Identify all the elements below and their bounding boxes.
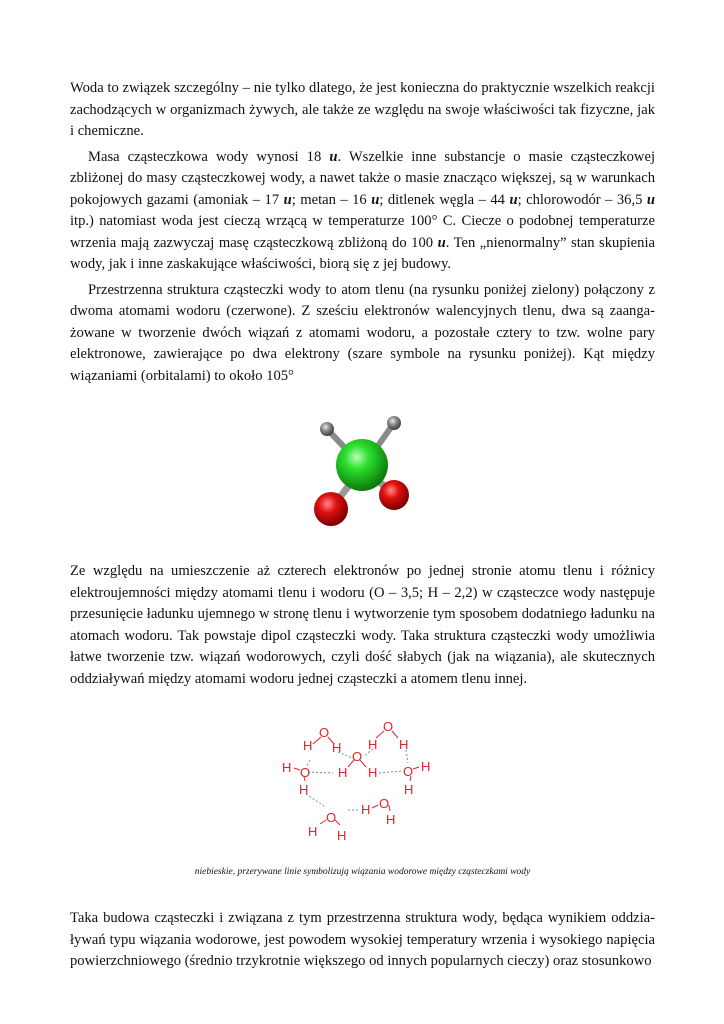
oxygen-atom-sphere (336, 439, 388, 491)
hydrogen-label: H (398, 737, 408, 752)
hydrogen-label: H (336, 828, 346, 843)
hydrogen-label: H (302, 738, 312, 753)
unit-u: u (329, 148, 338, 165)
hydrogen-label: H (307, 824, 317, 839)
oxygen-label: O (325, 810, 336, 825)
hydrogen-label: H (403, 782, 413, 797)
hydrogen-label: H (281, 760, 291, 775)
hydrogen-label: H (331, 740, 341, 755)
lone-pair-sphere (387, 416, 401, 430)
hydrogen-label: H (337, 765, 347, 780)
oxygen-label: O (351, 749, 362, 764)
oxygen-label: O (299, 765, 310, 780)
hydrogen-label: H (360, 802, 370, 817)
paragraph-dipole: Ze względu na umieszczenie aż czterech elektronów po jednej stronie atomu tlenu i różnicy elektroujemności między atomami tlenu i wodoru (O – 3,5; H – 2,2) w cząsteczce wody następuje przesunięcie ładunku ujemnego w stronę tlenu i wytworzenie tym sposobem dodatniego ładunku na atomach wodoru. Tak powstaje dipol cząsteczki wody. Taka struktura cząsteczki wody umożliwia łatwe tworzenie tzw. wiązań wodorowych, czyli dość słabych (jak na wiązania), ale skutecznych oddziaływań między atomami wodoru jednej cząsteczki a atomem tlenu innej. (70, 563, 655, 687)
paragraph-spatial-structure: Przestrzenna struktura cząsteczki wody to atom tlenu (na rysunku poniżej zielony) połączony z dwoma atomami wodoru (czerwone). Z sześciu elektronów walencyjnych tlenu, dwa są zaangażowane w tworzenie dwóch wiązań z atomami wodoru, a pozostałe cztery to tzw. wolne pary elektronowe, zawierające po dwa elektrony (szare symbole na rysunku poniżej). Kąt między wiązaniami (orbitalami) to około 105° (70, 281, 655, 384)
paragraph-molecular-mass: Masa cząsteczkowa wody wynosi 18 u. Wszelkie inne substancje o masie cząsteczkowej zbliżonej do masy cząsteczkowej wody, a nawet także o masie znacząco większej, są w warunkach pokojowych gazami (amoniak – 17 u; metan – 16 u; ditlenek węgla – 44 u; chlorowodór – 36,5 u itp.) natomiast woda jest cieczą wrzącą w temperaturze 100° C. Ciecze o podobnej temperaturze wrzenia mają zazwyczaj masę cząsteczkową zbliżoną do 100 u. Ten „nienormalny” stan skupienia wody, jak i inne zaskakujące właściwości, biorą się z jej budowy. (70, 148, 656, 272)
hydrogen-atom-sphere (314, 492, 348, 526)
hydrogen-bond-network-diagram (278, 714, 448, 844)
lone-pair-sphere (320, 422, 334, 436)
unit-u: u (371, 191, 380, 208)
hydrogen-label: H (367, 737, 377, 752)
oxygen-label: O (378, 796, 389, 811)
hydrogen-label: H (367, 765, 377, 780)
unit-u: u (283, 191, 292, 208)
unit-u: u (509, 191, 518, 208)
unit-u: u (437, 234, 446, 251)
oxygen-label: O (402, 764, 413, 779)
hydrogen-atom-sphere (379, 480, 409, 510)
paragraph-consequences: Taka budowa cząsteczki i związana z tym przestrzenna struktura wody, będąca wynikiem oddziaływań typu wiązania wodorowe, jest powodem wysokiej temperatury wrzenia i wysokiego napięcia powierzchniowego (średnio trzykrotnie większego od innych popularnych cieczy) oraz stosunkowo (70, 910, 655, 969)
oxygen-label: O (318, 725, 329, 740)
water-molecule-3d-model (303, 409, 423, 539)
unit-u: u (646, 191, 656, 208)
oxygen-label: O (382, 719, 393, 734)
hydrogen-label: H (298, 782, 308, 797)
figure-caption: niebieskie, przerywane linie symbolizują wiązania wodorowe między cząsteczkami wody (194, 867, 531, 877)
hydrogen-label: H (385, 812, 395, 827)
hydrogen-label: H (420, 759, 430, 774)
paragraph-intro: Woda to związek szczególny – nie tylko dlatego, że jest konieczna do praktycznie wszelkich reakcji zachodzących w organizmach żywych, ale także ze względu na swoje właściwości tak fizyczne, jak i chemiczne. (70, 80, 655, 139)
document-page (70, 78, 655, 973)
